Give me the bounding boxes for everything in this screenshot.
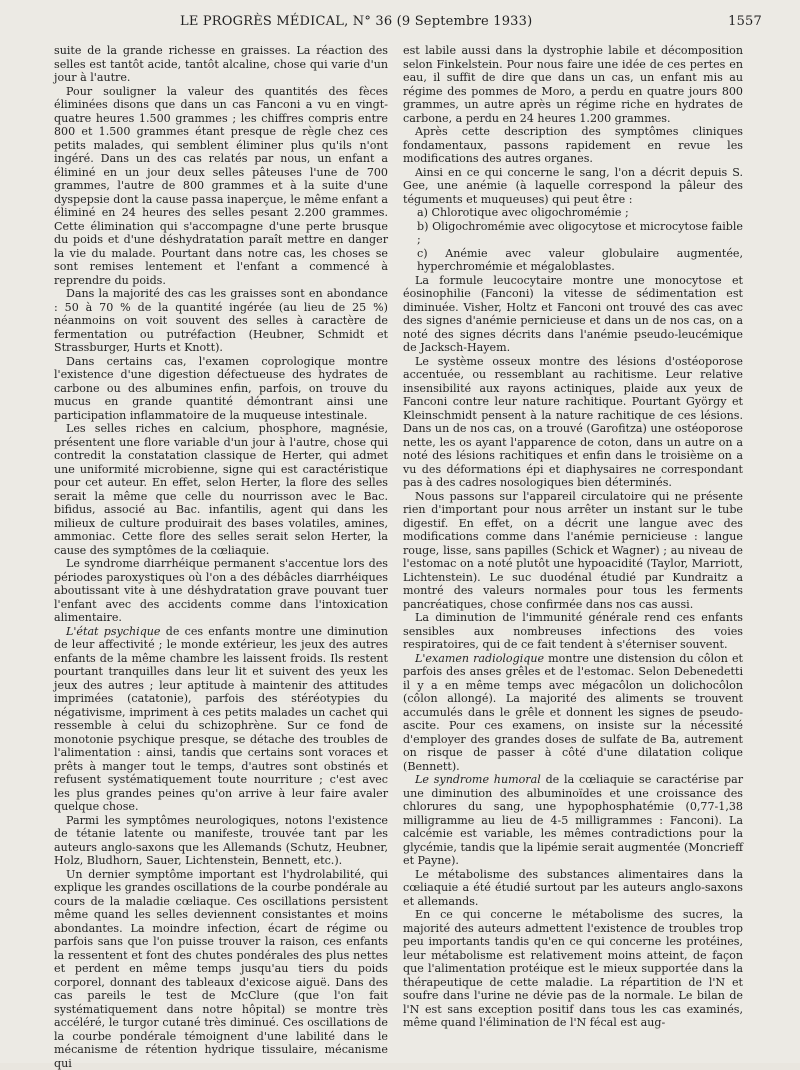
paragraph [54,422,388,557]
paragraph-text: La diminution de l'immunité générale rend ces enfants sensibles aux nombreuses infections des voies respiratoires, qui de ce fait tendent à s'éterniser souvent. [403,611,743,651]
italic-lead: L'examen radiologique [415,652,544,665]
paragraph [54,814,388,868]
page-number: 1557 [728,14,762,29]
paragraph-text: Le système osseux montre des lésions d'ostéoporose accentuée, ou ressemblant au rachitisme. Leur relative insensibilité aux rayons actiniques, plaide aux yeux de Fanconi contre leur nature rachitique. Pourtant György et Kleinschmidt pensent à la nature rachitique de ces lésions. Dans un de nos cas, on a trouvé (Garofitza) une ostéoporose nette, les os ayant l'apparence de coton, dans un autre on a noté des lésions rachitiques et enfin dans le troisième on a vu des déformations épi et diaphysaires ne correspondant pas à des cadres nosologiques bien déterminés. [403,355,743,490]
paragraph-text: Dans certains cas, l'examen coprologique montre l'existence d'une digestion défectueuse des hydrates de carbone ou des albumines enfin, parfois, on trouve du mucus en grande quantité démontrant ainsi une participation inflammatoire de la muqueuse intestinale. [54,355,388,422]
paragraph [403,611,743,652]
paragraph-text: La formule leucocytaire montre une monocytose et éosinophilie (Fanconi) la vitesse de sédimentation est diminuée. Visher, Holtz et Fanconi ont trouvé des cas avec des signes d'anémie pernicieuse et dans un de nos cas, on a noté des signes décrits dans l'anémie pseudo-leucémique de Jacksch-Hayem. [403,274,743,355]
paragraph-text: Ainsi en ce qui concerne le sang, l'on a décrit depuis S. Gee, une anémie (à laquelle correspond la pâleur des téguments et muqueuses) qui peut être : [403,166,743,206]
paragraph [403,206,743,220]
paragraph-text: Nous passons sur l'appareil circulatoire qui ne présente rien d'important pour nous arrêter un instant sur le tube digestif. En effet, on a décrit une langue avec des modifications comme dans l'anémie pernicieuse : langue rouge, lisse, sans papilles (Schick et Wagner) ; au niveau de l'estomac on a noté plutôt une hypoacidité (Taylor, Marriott, Lichtenstein). Le suc duodénal étudié par Kundraitz a montré des valeurs normales pour tous les ferments pancréatiques, chose confirmée dans nos cas aussi. [403,490,743,611]
paragraph-text: En ce qui concerne le métabolisme des sucres, la majorité des auteurs admettent l'existence de troubles trop peu importants tandis qu'en ce qui concerne les protéines, leur métabolisme est relativement moins atteint, de façon que l'alimentation protéique est le mieux supportée dans la thérapeutique de cette maladie. La répartition de l'N et soufre dans l'urine ne dévie pas de la normale. Le bilan de l'N est sans exception positif dans tous les cas examinés, même quand l'élimination de l'N fécal est aug- [403,908,743,1029]
paragraph [54,625,388,814]
paragraph [403,247,743,274]
paragraph-text: Les selles riches en calcium, phosphore, magnésie, présentent une flore variable d'un jour à l'autre, chose qui contredit la constatation classique de Herter, qui admet une uniformité microbienne, signe qui est caractéristique pour cet auteur. En effet, selon Herter, la flore des selles serait la même que celle du nourrisson avec le Bac. bifidus, associé au Bac. infantilis, agent qui dans les milieux de culture produirait des bases volatiles, amines, ammoniac. Cette flore des selles serait selon Herter, la cause des symptômes de la cœliaquie. [54,422,388,557]
journal-title: LE PROGRÈS MÉDICAL, N° 36 (9 Septembre 1933) [180,14,532,29]
paragraph-text: montre une distension du côlon et parfois des anses grêles et de l'estomac. Selon Debenedetti il y a en même temps avec mégacôlon un dolichocôlon (côlon allongé). La majorité des aliments se trouvent accumulés dans le grêle et donnent les signes de pseudo-ascite. Pour ces examens, on insiste sur la nécessité d'employer des grandes doses de sulfate de Ba, autrement on risque de passer à côté d'une dilatation colique (Bennett). [403,652,743,773]
paragraph [54,287,388,355]
paragraph [403,355,743,490]
paragraph [403,166,743,207]
italic-lead: Le syndrome humoral [415,773,541,786]
italic-lead: L'état psychique [66,625,161,638]
paragraph-text: Un dernier symptôme important est l'hydrolabilité, qui explique les grandes oscillations de la courbe pondérale au cours de la maladie cœliaque. Ces oscillations persistent même quand les selles deviennent consistantes et moins abondantes. La moindre infection, écart de régime ou parfois sans que l'on puisse trouver la raison, ces enfants la ressentent et font des chutes pondérales des plus nettes et perdent en même temps jusqu'au tiers du poids corporel, donnant des tableaux d'exicose aiguë. Dans des cas pareils le test de McClure (que l'on fait systématiquement dans notre hôpital) se montre très accéléré, le turgor cutané très diminué. Ces oscillations de la courbe pondérale témoignent d'une labilité dans le mécanisme de rétention hydrique tissulaire, mécanisme qui [54,868,388,1070]
paragraph [54,44,388,85]
paragraph-text: de la cœliaquie se caractérise par une diminution des albuminoïdes et une croissance des chlorures du sang, une hypophosphatémie (0,77-1,38 milligramme au lieu de 4-5 milligrammes : Fanconi). La calcémie est variable, les mêmes contradictions pour la glycémie, tandis que la lipémie serait augmentée (Moncrieff et Payne). [403,773,743,867]
running-header [30,14,770,34]
paragraph-text: Pour souligner la valeur des quantités des fèces éliminées disons que dans un cas Fanconi a vu en vingt-quatre heures 1.500 grammes ; les chiffres compris entre 800 et 1.500 grammes étant presque de règle chez ces petits malades, qui semblent éliminer plus qu'ils n'ont ingéré. Dans un des cas relatés par nous, un enfant a éliminé en un jour deux selles pâteuses l'une de 700 grammes, l'autre de 800 grammes et à la suite d'une dyspepsie dont la cause passa inaperçue, le même enfant a éliminé en 24 heures des selles pesant 2.200 grammes. Cette élimination qui s'accompagne d'une perte brusque du poids et d'une déshydratation paraît mettre en danger la vie du malade. Pourtant dans notre cas, les choses se sont remises lentement et l'enfant a commencé à reprendre du poids. [54,85,388,287]
paragraph [54,557,388,625]
paragraph-text: Parmi les symptômes neurologiques, notons l'existence de tétanie latente ou manifeste, trouvée tant par les auteurs anglo-saxons que les Allemands (Schutz, Heubner, Holz, Bludhorn, Sauer, Lichtenstein, Bennett, etc.). [54,814,388,868]
left-text-column [54,44,388,1054]
paragraph [403,652,743,774]
paragraph-text: est labile aussi dans la dystrophie labile et décomposition selon Finkelstein. Pour nous faire une idée de ces pertes en eau, il suffit de dire que dans un cas, un enfant mis au régime des pommes de Moro, a perdu en quatre jours 800 grammes, un autre après un régime riche en hydrates de carbone, a perdu en 24 heures 1.200 grammes. [403,44,743,125]
paragraph [403,274,743,355]
paragraph [54,868,388,1070]
paragraph [54,85,388,288]
paragraph [403,44,743,125]
paragraph-text: a) Chlorotique avec oligochromémie ; [417,206,629,219]
paragraph [403,125,743,166]
paragraph [403,773,743,868]
paragraph [403,908,743,1030]
paragraph [54,355,388,423]
paragraph-text: de ces enfants montre une diminution de leur affectivité ; le monde extérieur, les jeux des autres enfants de la même chambre les laissent froids. Ils restent pourtant tranquilles dans leur lit et suivent des yeux les jeux des autres ; leur aptitude à maintenir des attitudes imprimées (catatonie), parfois des stéréotypies du négativisme, impriment à ces petits malades un cachet qui ressemble à celui du schizophrène. Sur ce fond de monotonie psychique presque, se détache des troubles de l'alimentation : ainsi, tandis que certains sont voraces et prêts à manger tout le temps, d'autres sont obstinés et refusent systématiquement toute nourriture ; c'est avec les plus grandes peines qu'on arrive à leur faire avaler quelque chose. [54,625,388,814]
paragraph-text: Le syndrome diarrhéique permanent s'accentue lors des périodes paroxystiques où l'on a des débâcles diarrhéiques aboutissant vite à une déshydratation grave pouvant tuer l'enfant avec des accidents comme dans l'intoxication alimentaire. [54,557,388,624]
paragraph [403,220,743,247]
paragraph [403,490,743,612]
paragraph [403,868,743,909]
right-text-column [403,44,743,1054]
paragraph-text: Dans la majorité des cas les graisses sont en abondance : 50 à 70 % de la quantité ingérée (au lieu de 25 %) néanmoins on voit souvent des selles à caractère de fermentation ou putréfaction (Heubner, Schmidt et Strassburger, Hurts et Knott). [54,287,388,354]
paragraph-text: b) Oligochromémie avec oligocytose et microcytose faible ; [417,220,743,247]
paragraph-text: Le métabolisme des substances alimentaires dans la cœliaquie a été étudié surtout par les auteurs anglo-saxons et allemands. [403,868,743,908]
paragraph-text: suite de la grande richesse en graisses. La réaction des selles est tantôt acide, tantôt alcaline, chose qui varie d'un jour à l'autre. [54,44,388,84]
paragraph-text: c) Anémie avec valeur globulaire augmentée, hyperchromémie et mégaloblastes. [417,247,743,274]
paragraph-text: Après cette description des symptômes cliniques fondamentaux, passons rapidement en revue les modifications des autres organes. [403,125,743,165]
